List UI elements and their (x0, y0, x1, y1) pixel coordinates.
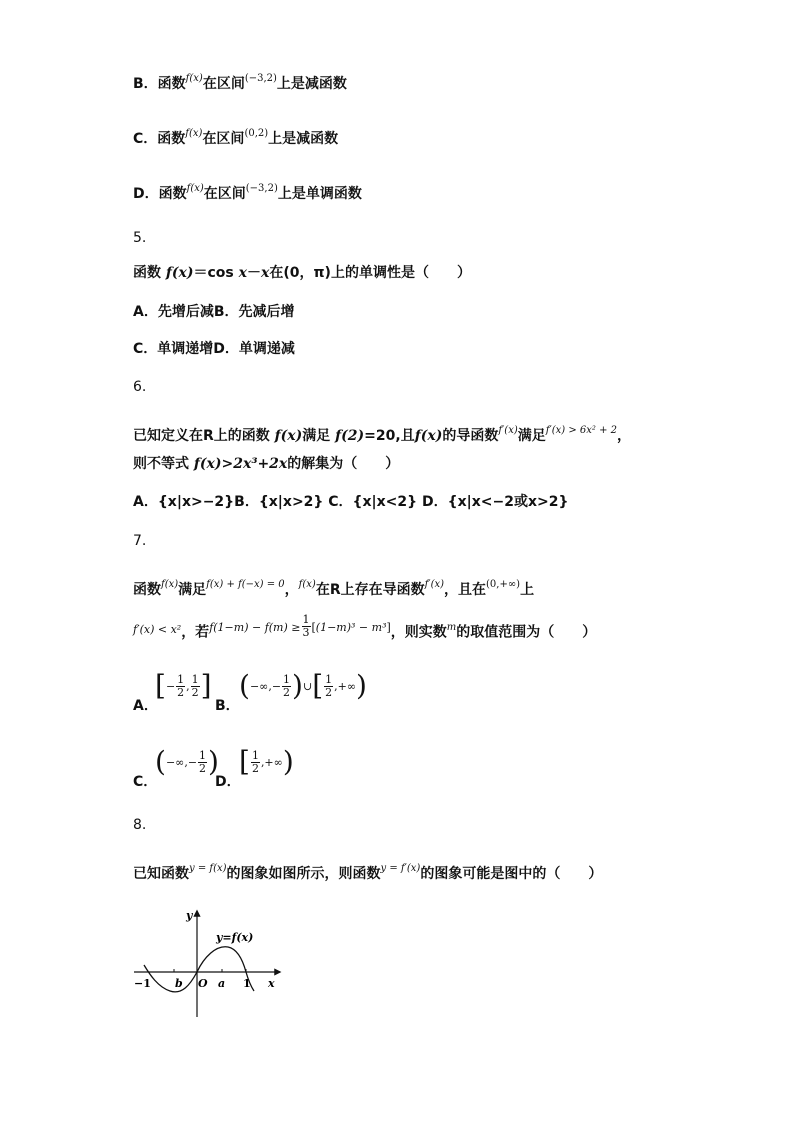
graph-tick-a: a (218, 977, 226, 990)
graph-origin: O (198, 977, 208, 990)
q7-option-a-interval: [− $\frac{1}{2}$ , $\frac{1}{2}$ ] (155, 669, 212, 702)
q6-stem-line2: 则不等式 f(x)>2x³+2x的解集为（ ） (133, 456, 400, 472)
q6-stem-line1: 已知定义在R上的函数 f(x)满足 f(2)=20,且f(x)的导函数$^{f'(x)}$满足$^{f'(x) > 6x^2 + 2}$， (133, 425, 632, 444)
q4-option-b: B．函数$^{f(x)}$在区间$^{(-3,2)}$上是减函数 (133, 73, 347, 92)
q6-number: 6. (133, 379, 147, 395)
graph-y-label: y (186, 909, 193, 922)
q4-option-d: D．函数$^{f(x)}$在区间$^{(-3,2)}$上是单调函数 (133, 183, 362, 202)
q5-stem: 函数 f(x)＝cos x－x在(0，π)上的单调性是（ ） (133, 265, 471, 281)
q7-option-d-interval: [ $\frac{1}{2}$ ,+∞) (239, 745, 294, 778)
graph-curve-label: y=f(x) (216, 931, 254, 944)
q8-stem: 已知函数$^{y = f(x)}$的图象如图所示，则函数$^{y = f'(x)}$的图象可能是图中的（ ） (133, 863, 603, 882)
graph-tick-one: 1 (243, 977, 251, 990)
q7-stem-line2: $^{f'(x) < x^2}$，若$^{f(1-m) - f(m) \ge}$ $\frac{1}{3}$ [(1−m)³ − m³]，则实数$^m$的取值范围为（ ） (133, 613, 597, 641)
q7-options-ab: A． [− $\frac{1}{2}$ , $\frac{1}{2}$ ] B． (−∞,− $\frac{1}{2}$ )∪[ $\frac{1}{2}$ ,+∞) (133, 669, 367, 714)
q4-option-c: C．函数$^{f(x)}$在区间$^{(0,2)}$上是减函数 (133, 128, 339, 147)
q7-number: 7. (133, 533, 147, 549)
q7-options-cd: C． (−∞,− $\frac{1}{2}$ ) D． [ $\frac{1}{2}$ ,+∞) (133, 745, 294, 790)
q8-function-graph (130, 905, 290, 1025)
q8-number: 8. (133, 817, 147, 833)
graph-tick-b: b (175, 977, 183, 990)
q6-options: A．{x|x>−2}B．{x|x>2} C．{x|x<2} D．{x|x<−2或x>2} (133, 494, 569, 510)
graph-x-label: x (268, 977, 275, 990)
q7-option-c-interval: (−∞,− $\frac{1}{2}$ ) (155, 745, 219, 778)
q5-options-cd: C．单调递增D．单调递减 (133, 341, 295, 357)
q7-stem-line1: 函数$^{f(x)}$满足$^{f(x) + f(-x) = 0}$，$^{f(x)}$在R上存在导函数$^{f'(x)}$，且在$^{(0,+\infty)}$上 (133, 579, 535, 598)
q5-options-ab: A．先增后减B．先减后增 (133, 304, 295, 320)
q5-number: 5. (133, 230, 147, 246)
q7-fraction-one-third: $\frac{1}{3}$ (302, 613, 310, 639)
graph-tick-minus-one: −1 (134, 977, 151, 990)
q7-option-b-interval: (−∞,− $\frac{1}{2}$ )∪[ $\frac{1}{2}$ ,+∞) (239, 669, 367, 702)
